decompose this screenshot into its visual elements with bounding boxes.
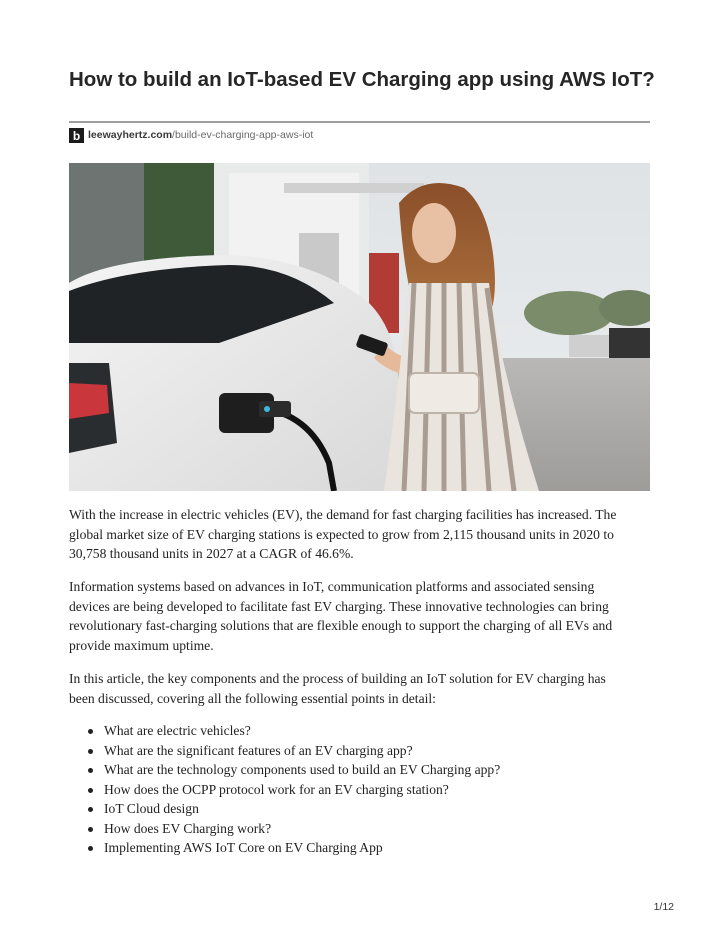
bullet-icon <box>88 827 93 832</box>
title-divider <box>69 121 650 123</box>
page-indicator: 1/12 <box>653 901 674 913</box>
bullet-icon <box>88 768 93 773</box>
list-item <box>88 838 628 858</box>
list-item-text: What are the significant features of an EV charging app? <box>104 742 413 758</box>
list-item <box>88 721 628 741</box>
bullet-icon <box>88 788 93 793</box>
bullet-icon <box>88 846 93 851</box>
bullet-icon <box>88 807 93 812</box>
topics-list <box>88 721 628 858</box>
intro-paragraph: With the increase in electric vehicles (EV), the demand for fast charging facilities has increased. The global market size of EV charging stations is expected to grow from 2,115 thousand units in 2020 to 30,758 thousand units in 2027 at a CAGR of 46.6%. <box>69 507 617 561</box>
photo-woman-charging-electric-car-icon <box>69 163 650 491</box>
list-item <box>88 819 628 839</box>
bullet-icon <box>88 729 93 734</box>
page-title: How to build an IoT-based EV Charging app using AWS IoT? <box>69 68 655 91</box>
source-domain[interactable]: leewayhertz.com <box>88 129 173 141</box>
list-item-text: How does the OCPP protocol work for an EV charging station? <box>104 781 449 797</box>
list-item-text: How does EV Charging work? <box>104 820 272 836</box>
site-logo-icon: b <box>69 128 84 143</box>
article-scope-paragraph: In this article, the key components and the process of building an IoT solution for EV charging has been discussed, covering all the following essential points in detail: <box>69 671 606 706</box>
bullet-icon <box>88 749 93 754</box>
hero-image <box>69 163 650 491</box>
list-item <box>88 780 628 800</box>
list-item <box>88 760 628 780</box>
technology-paragraph: Information systems based on advances in IoT, communication platforms and associated sensing devices are being developed to facilitate fast EV charging. These innovative technologies can bring revolutionary fast-charging solutions that are flexible enough to support the charging of all EVs and provide maximum uptime. <box>69 579 613 653</box>
list-item-text: What are the technology components used to build an EV Charging app? <box>104 762 501 777</box>
list-item-text: What are electric vehicles? <box>104 723 251 738</box>
list-item-text: Implementing AWS IoT Core on EV Charging App <box>104 840 383 855</box>
source-line <box>69 127 313 143</box>
list-item <box>88 799 628 819</box>
list-item <box>88 741 628 761</box>
source-path[interactable]: /build-ev-charging-app-aws-iot <box>172 129 314 141</box>
source-url[interactable] <box>88 129 313 141</box>
list-item-text: IoT Cloud design <box>104 801 199 816</box>
